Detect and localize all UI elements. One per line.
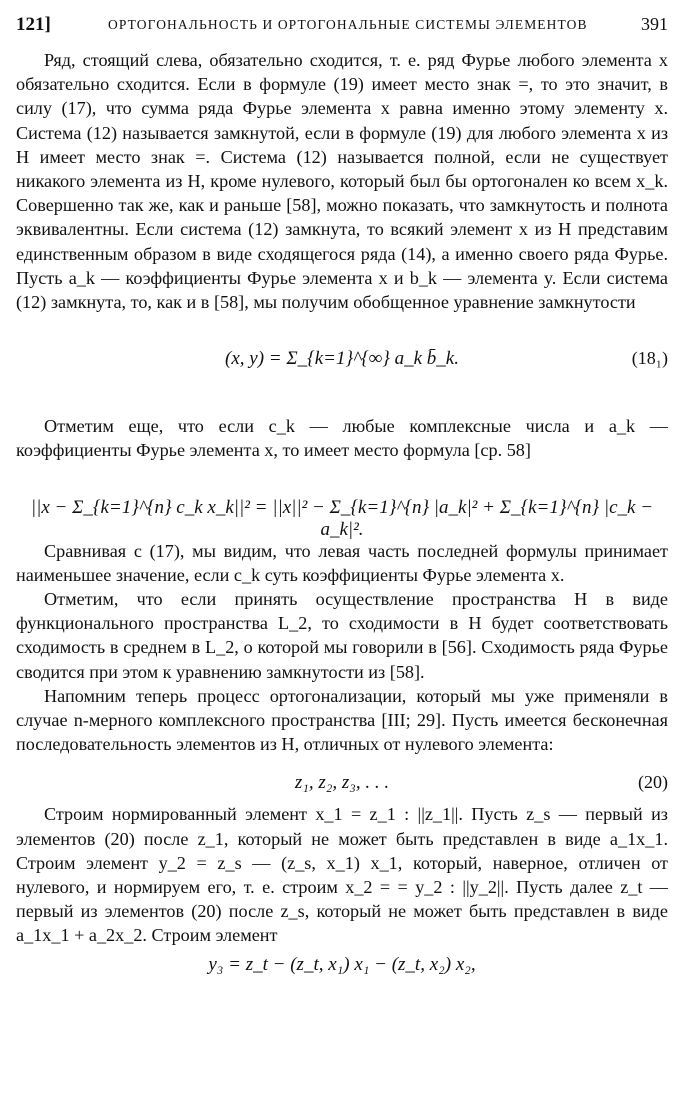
equation-18-1-formula: (x, y) = Σ_{k=1}^{∞} a_k b̄_k. [225, 348, 459, 370]
equation-minimum [16, 467, 668, 539]
equation-20-number: (20) [638, 772, 668, 793]
equation-y3 [16, 948, 668, 984]
equation-20-formula: z₁, z₂, z₃, . . . [294, 772, 390, 794]
equation-18-1 [16, 318, 668, 414]
equation-y3-formula: y₃ = z_t − (z_t, x₁) x₁ − (z_t, x₂) x₂, [208, 953, 476, 975]
running-title: ОРТОГОНАЛЬНОСТЬ И ОРТОГОНАЛЬНЫЕ СИСТЕМЫ ЭЛЕМЕНТОВ [108, 17, 588, 32]
paragraph-comparison: Сравнивая с (17), мы видим, что левая часть последней формулы принимает наименьшее значение, если c_k суть коэффициенты Фурье элемента x. [16, 540, 668, 585]
equation-20 [16, 762, 668, 802]
equation-minimum-formula: ||x − Σ_{k=1}^{n} c_k x_k||² = ||x||² − Σ_{k=1}^{n} |a_k|² + Σ_{k=1}^{n} |c_k − a_k|². [30, 496, 654, 540]
section-mark: 121] [16, 14, 51, 35]
running-header [16, 8, 668, 38]
paragraph-closure: Ряд, стоящий слева, обязательно сходится, т. е. ряд Фурье любого элемента x обязательно сходится. Если в формуле (19) имеет место знак =, то это значит, в силу (17), что сумма ряда Фурье элемента x равна именно этому элементу x. Система (12) называется замкнутой, если в формуле (19) для любого элемента x из H имеет место знак =. Система (12) называется полной, если не существует никакого элемента из H, кроме нулевого, который был бы ортогонален ко всем x_k. Совершенно так же, как и раньше [58], можно показать, что замкнутость и полнота эквивалентны. Если система (12) замкнута, то всякий элемент x из H представим единственным образом в виде сходящегося ряда (14), а именно своего ряда Фурье. Пусть a_k — коэффициенты Фурье элемента x и b_k — элемента y. Если система (12) замкнута, то, как и в [58], мы получим обобщенное уравнение замкнутости [16, 50, 668, 313]
equation-18-1-number: (18₁) [631, 348, 668, 369]
page-number: 391 [641, 14, 668, 34]
paragraph-l2: Отметим, что если принять осуществление пространства H в виде функционального пространства L_2, то сходимости в H будет соответствовать сходимость в среднем в L_2, о которой мы говорили в [56]. Сходимость ряда Фурье сводится при этом к уравнению замкнутости из [58]. [16, 589, 668, 682]
paragraph-complex-numbers: Отметим еще, что если c_k — любые комплексные числа и a_k — коэффициенты Фурье элемента x, то имеет место формула [ср. 58] [16, 416, 668, 461]
paragraph-construction: Строим нормированный элемент x_1 = z_1 : ||z_1||. Пусть z_s — первый из элементов (20) после z_1, который не может быть представлен в виде a_1x_1. Строим элемент y_2 = z_s — (z_s, x_1) x_1, который, наверное, отличен от нулевого, и нормируем его, т. е. строим x_2 = = y_2 : ||y_2||. Пусть далее z_t — первый из элементов (20) после z_s, который не может быть представлен в виде a_1x_1 + a_2x_2. Строим элемент [16, 804, 668, 946]
paragraph-orthogonalization: Напомним теперь процесс ортогонализации, который мы уже применяли в случае n-мерного комплексного пространства [III; 29]. Пусть имеется бесконечная последовательность элементов из H, отличных от нулевого элемента: [16, 685, 668, 755]
